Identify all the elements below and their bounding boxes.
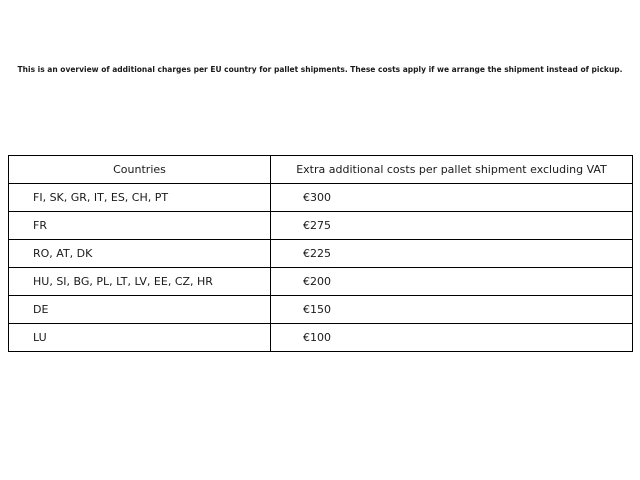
cost-cell: €300 xyxy=(271,184,633,212)
intro-text: This is an overview of additional charges per EU country for pallet shipments. These costs apply if we arrange the shipment instead of pickup. xyxy=(17,65,623,74)
table-row xyxy=(9,240,633,268)
countries-cell: RO, AT, DK xyxy=(9,240,271,268)
header-extra-costs: Extra additional costs per pallet shipment excluding VAT xyxy=(271,156,633,184)
table-header-row xyxy=(9,156,633,184)
table-row xyxy=(9,268,633,296)
table-row xyxy=(9,212,633,240)
charges-table xyxy=(8,155,633,352)
countries-cell: FI, SK, GR, IT, ES, CH, PT xyxy=(9,184,271,212)
cost-cell: €150 xyxy=(271,296,633,324)
cost-cell: €100 xyxy=(271,324,633,352)
table-row xyxy=(9,296,633,324)
countries-cell: HU, SI, BG, PL, LT, LV, EE, CZ, HR xyxy=(9,268,271,296)
countries-cell: FR xyxy=(9,212,271,240)
cost-cell: €225 xyxy=(271,240,633,268)
countries-cell: DE xyxy=(9,296,271,324)
table-row xyxy=(9,324,633,352)
countries-cell: LU xyxy=(9,324,271,352)
table-row xyxy=(9,184,633,212)
cost-cell: €200 xyxy=(271,268,633,296)
header-countries: Countries xyxy=(9,156,271,184)
cost-cell: €275 xyxy=(271,212,633,240)
